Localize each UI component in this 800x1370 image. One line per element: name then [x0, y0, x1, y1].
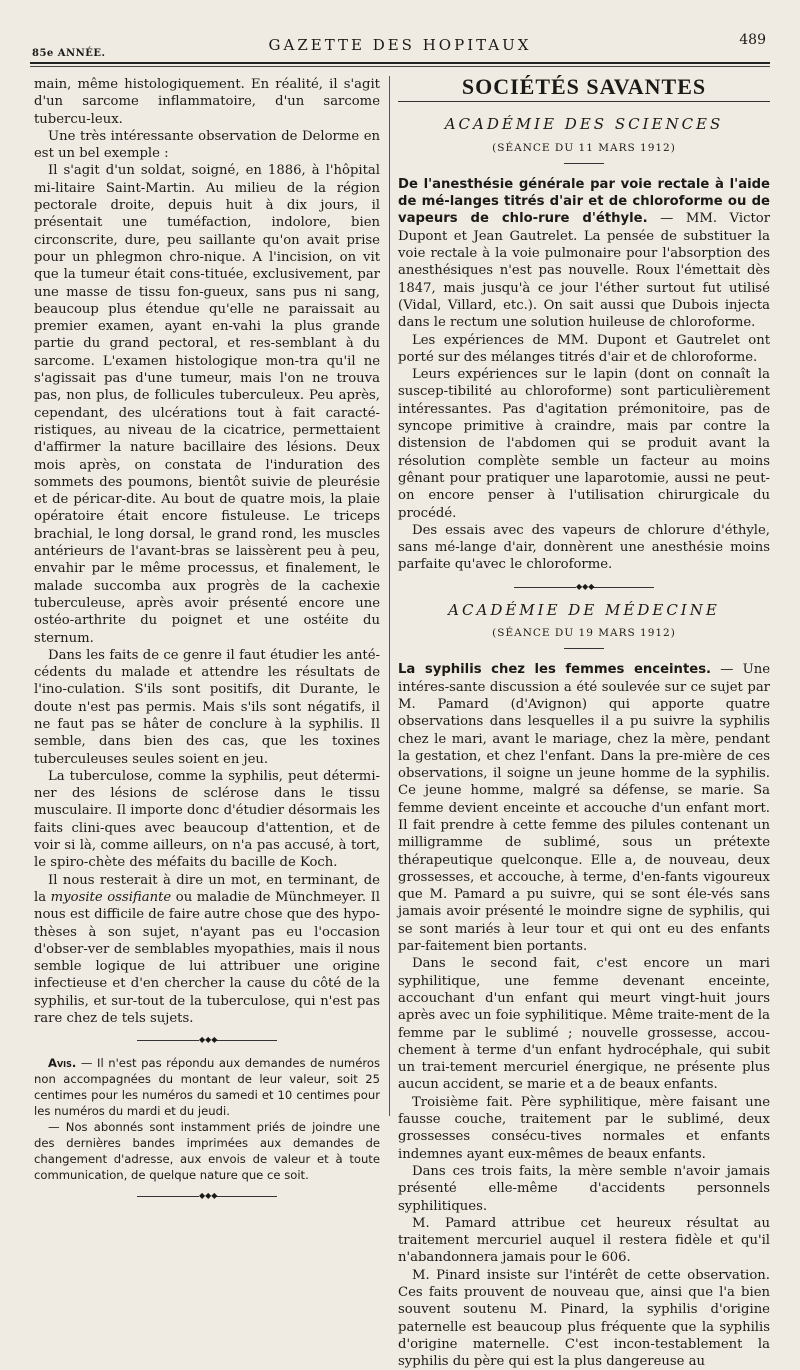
- paragraph: Dans les faits de ce genre il faut étudier les anté-cédents du malade et attendre les résultats de l'ino-culation. S'ils sont positifs, dit Durante, le doute n'est pas permis. Mais s'ils sont négatifs, il ne faut pas se hâter de conclure à la syphilis. Il semble, dans bien des cas, que les toxines tuberculeuses seules soient en jeu.: [34, 647, 380, 767]
- notice-block: [34, 1055, 380, 1183]
- section-rule: [398, 101, 770, 102]
- italic-term: myosite ossifiante: [50, 889, 172, 905]
- academy-heading: ACADÉMIE DES SCIENCES: [444, 115, 724, 134]
- paragraph: M. Pamard attribue cet heureux résultat au traitement mercuriel auquel il restera fidèle et qu'il n'abandonnera jamais pour le 606.: [398, 1215, 770, 1266]
- text-run: Il nous resterait à dire un mot, en terminant, de la: [34, 872, 380, 905]
- paragraph: Dans ces trois faits, la mère semble n'avoir jamais présenté elle-même d'accidents personnels syphilitiques.: [398, 1163, 770, 1214]
- header-rule: [30, 62, 770, 64]
- paragraph: [34, 872, 380, 1028]
- ornament-divider: ◆◆◆: [514, 584, 654, 590]
- text-run: La pensée de substituer la voie rectale à la voie pulmonaire pour l'absorption des anesthésiques n'est pas nouvelle. Roux l'émettait dès 1847, mais jusqu'à ce jour l'éther surtout fut utilisé (Vidal, Villard, etc.). On sait aussi que Dubois injecta dans le rectum une solution huileuse de chloroforme.: [398, 228, 770, 331]
- year-label: 85e ANNÉE.: [32, 48, 106, 59]
- journal-title: GAZETTE DES HOPITAUX: [268, 36, 532, 54]
- notice-paragraph: [34, 1055, 380, 1119]
- text-run: — Il n'est pas répondu aux demandes de numéros non accompagnées du montant de leur valeur, soit 25 centimes pour les numéros du samedi et 10 centimes pour les numéros du mardi et du jeudi.: [34, 1056, 380, 1119]
- text-run: ou maladie de Münchmeyer. Il nous est difficile de faire autre chose que des hypo-thèses à son sujet, n'ayant pas eu l'occasion d'obser-ver de semblables myopathies, mais il nous semble logique de lui attribuer une origine infectieuse et d'en chercher la cause du côté de la syphilis, et sur-tout de la tuberculose, qui n'est pas rare chez de tels sujets.: [34, 889, 381, 1027]
- paragraph: Leurs expériences sur le lapin (dont on connaît la suscep-tibilité au chloroforme) sont particulièrement intéressantes. Pas d'agitation prémonitoire, pas de syncope primitive à craindre, mais par contre la distension de l'abdomen qui se produit avant la résolution complète semble un facteur au moins gênant pour pratiquer une laparotomie, aussi ne peut-on encore penser à l'utilisation chirurgicale du procédé.: [398, 367, 770, 521]
- notice-label: Avis.: [48, 1056, 77, 1071]
- paragraph: Dans le second fait, c'est encore un mari syphilitique, une femme devenant enceinte, accouchant d'un enfant qui meurt vingt-huit jours après avec un foie syphilitique. Même traite-ment de la femme par le sublimé ; nouvelle grossesse, accou-chement à terme d'un enfant hydrocéphale, qui subit un trai-tement mercuriel énergique, ne présente plus aucun accident, se marie et a de beaux enfants.: [398, 956, 770, 1093]
- article-title: De l'anesthésie générale par voie rectale à l'aide de mé-langes titrés d'air et de chloroforme ou de vapeurs de chlo-rure d'éthyle.: [398, 176, 770, 227]
- session-date: (SÉANCE DU 19 MARS 1912): [492, 627, 676, 640]
- notice-paragraph: — Nos abonnés sont instamment priés de joindre une des dernières bandes imprimées aux demandes de changement d'adresse, aux envois de valeur et à toute communication, de quelque nature que ce soit.: [34, 1120, 380, 1183]
- section-title: SOCIÉTÉS SAVANTES: [461, 74, 707, 99]
- header-rule-thin: [30, 66, 770, 67]
- session-date: (SÉANCE DU 11 MARS 1912): [492, 141, 676, 154]
- page-header: [30, 30, 770, 60]
- paragraph: Troisième fait. Père syphilitique, mère faisant une fausse couche, traitement par le sublimé, deux grossesses consécu-tives normales et enfants indemnes ayant eux-mêmes de beaux enfants.: [398, 1094, 770, 1162]
- short-rule: [564, 648, 604, 649]
- paragraph: Les expériences de MM. Dupont et Gautrelet ont porté sur des mélanges titrés d'air et de chloroforme.: [398, 332, 770, 365]
- article-authors: — MM. Victor Dupont et Jean Gautrelet.: [398, 211, 770, 244]
- paragraph: Une très intéressante observation de Delorme en est un bel exemple :: [34, 128, 380, 162]
- column-divider: [389, 76, 390, 1116]
- paragraph: main, même histologiquement. En réalité, il s'agit d'un sarcome inflammatoire, d'un sarcome tubercu-leux.: [34, 77, 380, 127]
- page-number: 489: [739, 32, 766, 48]
- text-run: — Une intéres-sante discussion a été soulevée sur ce sujet par M. Pamard (d'Avignon) qui apporte quatre observations dans lesquelles il a pu suivre la syphilis chez le mari, avant le mariage, chez la mère, pendant la gestation, et chez l'enfant. Dans la pre-mière de ces observations, il soigne un jeune homme de la syphilis. Ce jeune homme, malgré sa défense, se marie. Sa femme devient enceinte et accouche d'un enfant mort. Il fait prendre à cette femme des pilules contenant un milligramme de sublimé, sous un prétexte thérapeutique quelconque. Elle a, de nouveau, deux grossesses, et accouche, à terme, d'en-fants vigoureux que M. Pamard a pu suivre, qui se sont éle-vés sans jamais avoir présenté le moindre signe de syphilis, qui se sont mariés à leur tour et qui ont eu des enfants par-faitement bien portants.: [398, 662, 771, 955]
- short-rule: [564, 163, 604, 164]
- article-lead: [398, 661, 770, 955]
- paragraph: La tuberculose, comme la syphilis, peut détermi-ner des lésions de sclérose dans le tissu musculaire. Il importe donc d'étudier désormais les faits clini-ques avec beaucoup d'attention, et de voir si là, comme ailleurs, on n'a pas accusé, à tort, le spiro-chète des méfaits du bacille de Koch.: [34, 768, 380, 871]
- ornament-divider: ◆◆◆: [137, 1037, 277, 1043]
- academy-heading: ACADÉMIE DE MÉDECINE: [448, 600, 720, 619]
- article-lead: [398, 176, 770, 332]
- paragraph: Des essais avec des vapeurs de chlorure d'éthyle, sans mé-lange d'air, donnèrent une anesthésie moins parfaite qu'avec le chloroforme.: [398, 522, 770, 573]
- left-column: [34, 76, 380, 1211]
- ornament-divider: ◆◆◆: [137, 1193, 277, 1199]
- paragraph: Il s'agit d'un soldat, soigné, en 1886, à l'hôpital mi-litaire Saint-Martin. Au milieu de la région pectorale droite, depuis huit à dix jours, il présentait une tuméfaction, indolore, bien circonscrite, dure, peu saillante qu'on avait prise pour un phlegmon chro-nique. A l'incision, on vit que la tumeur était cons-tituée, exclusivement, par une masse de tissu fon-gueux, sans pus ni sang, beaucoup plus étendue qu'elle ne paraissait au premier examen, ayant en-vahi la plus grande partie du grand pectoral, et res-semblant à du sarcome. L'examen histologique mon-tra qu'il ne s'agissait pas d'une tumeur, mais l'on ne trouva pas, non plus, de follicules tuberculeux. Peu après, cependant, des ulcérations tout à fait caracté-ristiques, au niveau de la cicatrice, permettaient d'affirmer la nature bacillaire des lésions. Deux mois après, on constata de l'induration des sommets des poumons, bientôt suivie de pleurésie et de péricar-dite. Au bout de quatre mois, la plaie opératoire était encore fistuleuse. Le triceps brachial, le long dorsal, le grand rond, les muscles antérieurs de l'avant-bras se laissèrent peu à peu, envahir par le même processus, et finalement, le malade succomba aux progrès de la cachexie tuberculeuse, après avoir présenté encore une ostéo-arthrite du poignet et une ostéite du sternum.: [34, 163, 380, 646]
- article-title: La syphilis chez les femmes enceintes.: [398, 662, 712, 678]
- right-column: [398, 76, 770, 1370]
- paragraph: M. Pinard insiste sur l'intérêt de cette observation. Ces faits prouvent de nouveau que, ainsi que l'a bien souvent soutenu M. Pinard, la syphilis d'origine paternelle est beaucoup plus fréquente que la syphilis d'origine maternelle. C'est incon-testablement la syphilis du père qui est la plus dangereuse au: [398, 1267, 770, 1370]
